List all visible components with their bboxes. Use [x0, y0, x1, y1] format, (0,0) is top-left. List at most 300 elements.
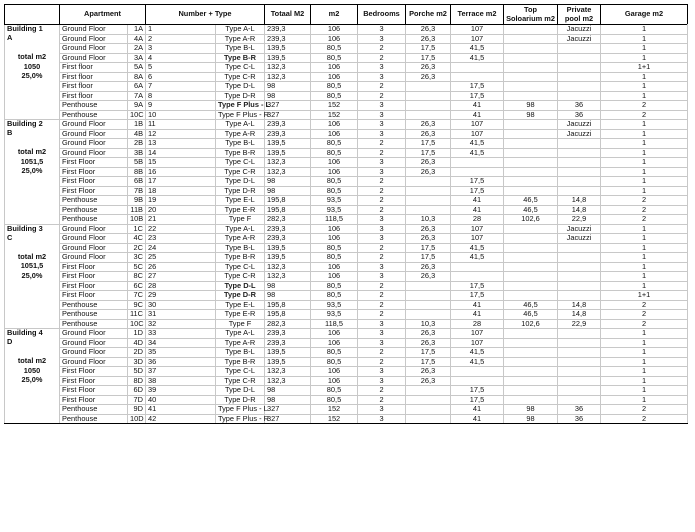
apartment-number: 29 [148, 290, 157, 299]
private-pool-cell [558, 262, 601, 272]
floor-cell: First Floor [60, 158, 128, 168]
floor-cell: Penthouse [60, 110, 128, 120]
top-solarium-cell: 46,5 [504, 300, 558, 310]
floor-cell: Ground Floor [60, 253, 128, 263]
building-label-cell: total m2 [5, 53, 60, 63]
unit-cell[interactable]: 11B [128, 205, 146, 215]
unit-cell[interactable]: 10C [128, 319, 146, 329]
porche-m2-cell: 17,5 [406, 357, 451, 367]
private-pool-cell: 14,8 [558, 310, 601, 320]
apartment-type: Type B-R [216, 148, 265, 158]
apartment-type: Type B-R [216, 253, 265, 263]
terrace-m2-cell: 41 [451, 110, 504, 120]
floor-cell: Ground Floor [60, 129, 128, 139]
apartment-type: Type F Plus - R [216, 110, 265, 120]
porche-m2-cell: 26,3 [406, 25, 451, 35]
garage-cell: 1 [601, 25, 688, 35]
totaal-m2-cell: 139,5 [265, 148, 311, 158]
apartment-number: 26 [148, 261, 157, 271]
unit-cell[interactable]: 10C [128, 110, 146, 120]
garage-cell: 1 [601, 395, 688, 405]
table-row [5, 139, 688, 149]
garage-cell: 1 [601, 120, 688, 130]
garage-cell: 1 [601, 186, 688, 196]
building-label-cell [5, 215, 60, 225]
private-pool-cell: Jacuzzi [558, 234, 601, 244]
unit-cell[interactable]: 7C [128, 291, 146, 301]
private-pool-cell: Jacuzzi [558, 34, 601, 44]
apartment-number: 12 [148, 128, 157, 138]
totaal-m2-cell: 239,3 [265, 224, 311, 234]
floor-cell: Ground Floor [60, 234, 128, 244]
header-garage-m2: Garage m2 [601, 5, 688, 25]
totaal-m2-cell: 132,3 [265, 72, 311, 82]
header-private-pool-m2: Private pool m2 [558, 5, 601, 25]
bedrooms-cell: 3 [358, 338, 406, 348]
terrace-m2-cell: 41,5 [451, 53, 504, 63]
porche-m2-cell [406, 291, 451, 301]
unit-cell[interactable]: 8D [128, 376, 146, 386]
porche-m2-cell: 26,3 [406, 376, 451, 386]
garage-cell: 2 [601, 414, 688, 424]
m2-cell: 80,5 [311, 348, 358, 358]
totaal-m2-cell: 239,3 [265, 34, 311, 44]
unit-cell[interactable]: 5B [128, 158, 146, 168]
unit-cell[interactable]: 4B [128, 129, 146, 139]
unit-cell[interactable]: 4D [128, 338, 146, 348]
bedrooms-cell: 3 [358, 110, 406, 120]
unit-cell[interactable]: 3C [128, 253, 146, 263]
number-type-cell [146, 82, 216, 92]
garage-cell: 1 [601, 82, 688, 92]
building-label-cell [5, 395, 60, 405]
top-solarium-cell [504, 167, 558, 177]
top-solarium-cell [504, 272, 558, 282]
m2-cell: 80,5 [311, 148, 358, 158]
top-solarium-cell: 46,5 [504, 205, 558, 215]
private-pool-cell [558, 72, 601, 82]
private-pool-cell: 36 [558, 405, 601, 415]
garage-cell: 1 [601, 281, 688, 291]
unit-cell[interactable]: 2C [128, 243, 146, 253]
totaal-m2-cell: 139,5 [265, 139, 311, 149]
garage-cell: 1 [601, 139, 688, 149]
apartment-number: 15 [148, 157, 157, 166]
bedrooms-cell: 3 [358, 63, 406, 73]
building-label-cell [5, 405, 60, 415]
m2-cell: 80,5 [311, 386, 358, 396]
apartment-number: 18 [148, 185, 157, 195]
header-apartment: Apartment [60, 5, 146, 25]
totaal-m2-cell: 98 [265, 395, 311, 405]
terrace-m2-cell: 41 [451, 310, 504, 320]
building-label-cell [5, 386, 60, 396]
header-bedrooms: Bedrooms [358, 5, 406, 25]
unit-cell[interactable]: 3D [128, 357, 146, 367]
garage-cell: 1 [601, 34, 688, 44]
bedrooms-cell: 3 [358, 101, 406, 111]
porche-m2-cell: 17,5 [406, 53, 451, 63]
apartment-number: 6 [148, 71, 153, 81]
apartment-type: Type B-R [216, 53, 265, 63]
apartment-number: 14 [148, 147, 157, 157]
header-building [5, 5, 60, 25]
unit-cell[interactable]: 4A [128, 34, 146, 44]
header-terrace-m2: Terrace m2 [451, 5, 504, 25]
unit-cell[interactable]: 4C [128, 234, 146, 244]
garage-cell: 1 [601, 367, 688, 377]
building-label-cell [5, 281, 60, 291]
apartment-number: 22 [148, 223, 157, 233]
unit-cell[interactable]: 10B [128, 215, 146, 225]
totaal-m2-cell: 239,3 [265, 129, 311, 139]
top-solarium-cell [504, 177, 558, 187]
garage-cell: 2 [601, 205, 688, 215]
floor-cell: Ground Floor [60, 25, 128, 35]
table-row [5, 63, 688, 73]
header-number-type: Number + Type [146, 5, 265, 25]
unit-cell[interactable]: 3B [128, 148, 146, 158]
apartment-number: 5 [148, 62, 153, 71]
totaal-m2-cell: 327 [265, 414, 311, 424]
porche-m2-cell: 26,3 [406, 234, 451, 244]
garage-cell: 1 [601, 376, 688, 386]
floor-cell: Ground Floor [60, 139, 128, 149]
number-type-cell [146, 91, 216, 101]
apartment-type: Type D-R [216, 186, 265, 196]
garage-cell: 1 [601, 53, 688, 63]
apartment-number: 31 [148, 309, 157, 318]
totaal-m2-cell: 239,3 [265, 329, 311, 339]
terrace-m2-cell [451, 262, 504, 272]
m2-cell: 106 [311, 72, 358, 82]
apartment-number: 9 [148, 100, 153, 109]
building-label-cell: total m2 [5, 357, 60, 367]
building-label-cell: 25,0% [5, 167, 60, 177]
table-row [5, 148, 688, 158]
unit-cell[interactable]: 9A [128, 101, 146, 111]
floor-cell: First Floor [60, 262, 128, 272]
bedrooms-cell: 3 [358, 25, 406, 35]
unit-cell[interactable]: 5C [128, 262, 146, 272]
floor-cell: First Floor [60, 281, 128, 291]
table-row [5, 82, 688, 92]
unit-cell[interactable]: 5A [128, 63, 146, 73]
table-row [5, 167, 688, 177]
terrace-m2-cell: 41,5 [451, 44, 504, 54]
terrace-m2-cell: 107 [451, 329, 504, 339]
unit-cell[interactable]: 8A [128, 72, 146, 82]
totaal-m2-cell: 195,8 [265, 310, 311, 320]
floor-cell: Penthouse [60, 196, 128, 206]
porche-m2-cell: 26,3 [406, 129, 451, 139]
totaal-m2-cell: 139,5 [265, 357, 311, 367]
building-label-cell: 25,0% [5, 376, 60, 386]
table-row [5, 53, 688, 63]
porche-m2-cell [406, 395, 451, 405]
unit-cell[interactable]: 6B [128, 177, 146, 187]
building-label-cell: total m2 [5, 253, 60, 263]
porche-m2-cell [406, 186, 451, 196]
apartment-number: 30 [148, 299, 157, 309]
private-pool-cell [558, 139, 601, 149]
apartment-type: Type E-L [216, 300, 265, 310]
bedrooms-cell: 3 [358, 215, 406, 225]
private-pool-cell [558, 82, 601, 92]
unit-cell[interactable]: 1B [128, 120, 146, 130]
totaal-m2-cell: 132,3 [265, 376, 311, 386]
unit-cell[interactable]: 8B [128, 167, 146, 177]
private-pool-cell [558, 63, 601, 73]
bedrooms-cell: 3 [358, 234, 406, 244]
porche-m2-cell: 17,5 [406, 44, 451, 54]
bedrooms-cell: 2 [358, 91, 406, 101]
totaal-m2-cell: 132,3 [265, 63, 311, 73]
unit-cell[interactable]: 7A [128, 91, 146, 101]
bedrooms-cell: 3 [358, 367, 406, 377]
m2-cell: 152 [311, 110, 358, 120]
private-pool-cell: 14,8 [558, 300, 601, 310]
building-label-cell: Building 3 [5, 224, 60, 234]
terrace-m2-cell: 41,5 [451, 139, 504, 149]
garage-cell: 1+1 [601, 291, 688, 301]
terrace-m2-cell: 107 [451, 129, 504, 139]
apartment-type: Type A-R [216, 34, 265, 44]
building-label-cell [5, 205, 60, 215]
top-solarium-cell [504, 129, 558, 139]
building-label-cell: Building 2 [5, 120, 60, 130]
bedrooms-cell: 2 [358, 300, 406, 310]
floor-cell: Ground Floor [60, 357, 128, 367]
apartment-type: Type F Plus - L [216, 101, 265, 111]
apartment-number: 23 [148, 233, 157, 242]
floor-cell: First Floor [60, 291, 128, 301]
garage-cell: 2 [601, 319, 688, 329]
apartment-type: Type D-L [216, 82, 265, 92]
building-label-cell: Building 4 [5, 329, 60, 339]
terrace-m2-cell: 41 [451, 414, 504, 424]
garage-cell: 1 [601, 158, 688, 168]
unit-cell[interactable]: 1D [128, 329, 146, 339]
porche-m2-cell: 26,3 [406, 224, 451, 234]
top-solarium-cell [504, 348, 558, 358]
top-solarium-cell [504, 224, 558, 234]
totaal-m2-cell: 239,3 [265, 338, 311, 348]
table-row [5, 319, 688, 329]
totaal-m2-cell: 139,5 [265, 44, 311, 54]
unit-cell[interactable]: 9D [128, 405, 146, 415]
private-pool-cell: 14,8 [558, 196, 601, 206]
bedrooms-cell: 2 [358, 44, 406, 54]
unit-cell[interactable]: 2B [128, 139, 146, 149]
unit-cell[interactable]: 9C [128, 300, 146, 310]
private-pool-cell: 22,9 [558, 319, 601, 329]
m2-cell: 106 [311, 329, 358, 339]
table-row [5, 243, 688, 253]
garage-cell: 1 [601, 72, 688, 82]
apartment-number: 16 [148, 166, 157, 176]
top-solarium-cell [504, 25, 558, 35]
m2-cell: 80,5 [311, 177, 358, 187]
floor-cell: Penthouse [60, 319, 128, 329]
porche-m2-cell [406, 196, 451, 206]
building-label-cell [5, 300, 60, 310]
top-solarium-cell [504, 243, 558, 253]
apartment-type: Type C-L [216, 158, 265, 168]
private-pool-cell: 14,8 [558, 205, 601, 215]
unit-cell[interactable]: 1A [128, 25, 146, 35]
building-label-cell: total m2 [5, 148, 60, 158]
garage-cell: 1 [601, 91, 688, 101]
number-type-cell [146, 25, 216, 35]
m2-cell: 80,5 [311, 395, 358, 405]
terrace-m2-cell: 41 [451, 405, 504, 415]
bedrooms-cell: 2 [358, 281, 406, 291]
unit-cell[interactable]: 3A [128, 53, 146, 63]
bedrooms-cell: 2 [358, 177, 406, 187]
building-label-cell: 1050 [5, 367, 60, 377]
private-pool-cell [558, 329, 601, 339]
terrace-m2-cell: 41,5 [451, 243, 504, 253]
unit-cell[interactable]: 6D [128, 386, 146, 396]
totaal-m2-cell: 139,5 [265, 243, 311, 253]
private-pool-cell [558, 281, 601, 291]
m2-cell: 106 [311, 367, 358, 377]
totaal-m2-cell: 98 [265, 291, 311, 301]
apartment-type: Type B-L [216, 139, 265, 149]
m2-cell: 106 [311, 34, 358, 44]
table-row [5, 253, 688, 263]
spreadsheet [4, 4, 688, 424]
top-solarium-cell [504, 234, 558, 244]
floor-cell: First Floor [60, 376, 128, 386]
table-row [5, 129, 688, 139]
totaal-m2-cell: 282,3 [265, 319, 311, 329]
totaal-m2-cell: 195,8 [265, 300, 311, 310]
top-solarium-cell [504, 386, 558, 396]
floor-cell: Penthouse [60, 300, 128, 310]
floor-cell: Penthouse [60, 414, 128, 424]
table-row [5, 120, 688, 130]
apartment-type: Type D-R [216, 291, 265, 301]
table-row [5, 72, 688, 82]
unit-cell[interactable]: 2A [128, 44, 146, 54]
terrace-m2-cell: 41 [451, 205, 504, 215]
unit-cell[interactable]: 6C [128, 281, 146, 291]
unit-cell[interactable]: 8C [128, 272, 146, 282]
floor-cell: First Floor [60, 272, 128, 282]
unit-cell[interactable]: 5D [128, 367, 146, 377]
bedrooms-cell: 2 [358, 386, 406, 396]
garage-cell: 1 [601, 272, 688, 282]
private-pool-cell: 22,9 [558, 215, 601, 225]
apartment-type: Type C-L [216, 367, 265, 377]
building-label-cell: D [5, 338, 60, 348]
floor-cell: Ground Floor [60, 120, 128, 130]
m2-cell: 80,5 [311, 291, 358, 301]
terrace-m2-cell: 17,5 [451, 291, 504, 301]
totaal-m2-cell: 139,5 [265, 53, 311, 63]
top-solarium-cell [504, 158, 558, 168]
floor-cell: First Floor [60, 386, 128, 396]
apartment-type: Type D-L [216, 177, 265, 187]
table-row [5, 338, 688, 348]
unit-cell[interactable]: 10D [128, 414, 146, 424]
totaal-m2-cell: 327 [265, 101, 311, 111]
m2-cell: 80,5 [311, 357, 358, 367]
apartment-type: Type C-L [216, 262, 265, 272]
unit-cell[interactable]: 7D [128, 395, 146, 405]
garage-cell: 1 [601, 329, 688, 339]
terrace-m2-cell: 17,5 [451, 177, 504, 187]
unit-cell[interactable]: 7B [128, 186, 146, 196]
apartment-number: 3 [148, 43, 153, 52]
top-solarium-cell [504, 329, 558, 339]
top-solarium-cell [504, 72, 558, 82]
floor-cell: Ground Floor [60, 348, 128, 358]
terrace-m2-cell: 17,5 [451, 91, 504, 101]
building-label-cell: A [5, 34, 60, 44]
floor-cell: Penthouse [60, 205, 128, 215]
garage-cell: 1 [601, 386, 688, 396]
apartment-number: 13 [148, 138, 157, 147]
table-row [5, 376, 688, 386]
garage-cell: 2 [601, 101, 688, 111]
unit-cell[interactable]: 2D [128, 348, 146, 358]
unit-cell[interactable]: 6A [128, 82, 146, 92]
bedrooms-cell: 2 [358, 196, 406, 206]
garage-cell: 1 [601, 262, 688, 272]
table-row [5, 101, 688, 111]
floor-cell: First Floor [60, 395, 128, 405]
totaal-m2-cell: 239,3 [265, 234, 311, 244]
floor-cell: Penthouse [60, 101, 128, 111]
apartment-type: Type C-R [216, 272, 265, 282]
terrace-m2-cell: 41,5 [451, 348, 504, 358]
apartment-type: Type C-R [216, 72, 265, 82]
unit-cell[interactable]: 11C [128, 310, 146, 320]
terrace-m2-cell: 17,5 [451, 186, 504, 196]
unit-cell[interactable]: 1C [128, 224, 146, 234]
garage-cell: 1 [601, 357, 688, 367]
porche-m2-cell: 17,5 [406, 139, 451, 149]
bedrooms-cell: 2 [358, 243, 406, 253]
totaal-m2-cell: 98 [265, 386, 311, 396]
totaal-m2-cell: 282,3 [265, 215, 311, 225]
table-row [5, 177, 688, 187]
building-label-cell: 1051,5 [5, 262, 60, 272]
m2-cell: 106 [311, 338, 358, 348]
bedrooms-cell: 2 [358, 139, 406, 149]
apartment-number: 37 [148, 366, 157, 375]
m2-cell: 152 [311, 101, 358, 111]
garage-cell: 2 [601, 300, 688, 310]
bedrooms-cell: 3 [358, 158, 406, 168]
terrace-m2-cell [451, 63, 504, 73]
bedrooms-cell: 2 [358, 186, 406, 196]
bedrooms-cell: 2 [358, 148, 406, 158]
terrace-m2-cell: 17,5 [451, 395, 504, 405]
bedrooms-cell: 2 [358, 357, 406, 367]
bedrooms-cell: 3 [358, 167, 406, 177]
unit-cell[interactable]: 9B [128, 196, 146, 206]
table-row [5, 25, 688, 35]
top-solarium-cell [504, 281, 558, 291]
porche-m2-cell: 26,3 [406, 262, 451, 272]
private-pool-cell [558, 177, 601, 187]
number-type-cell [146, 34, 216, 44]
building-label-cell: B [5, 129, 60, 139]
